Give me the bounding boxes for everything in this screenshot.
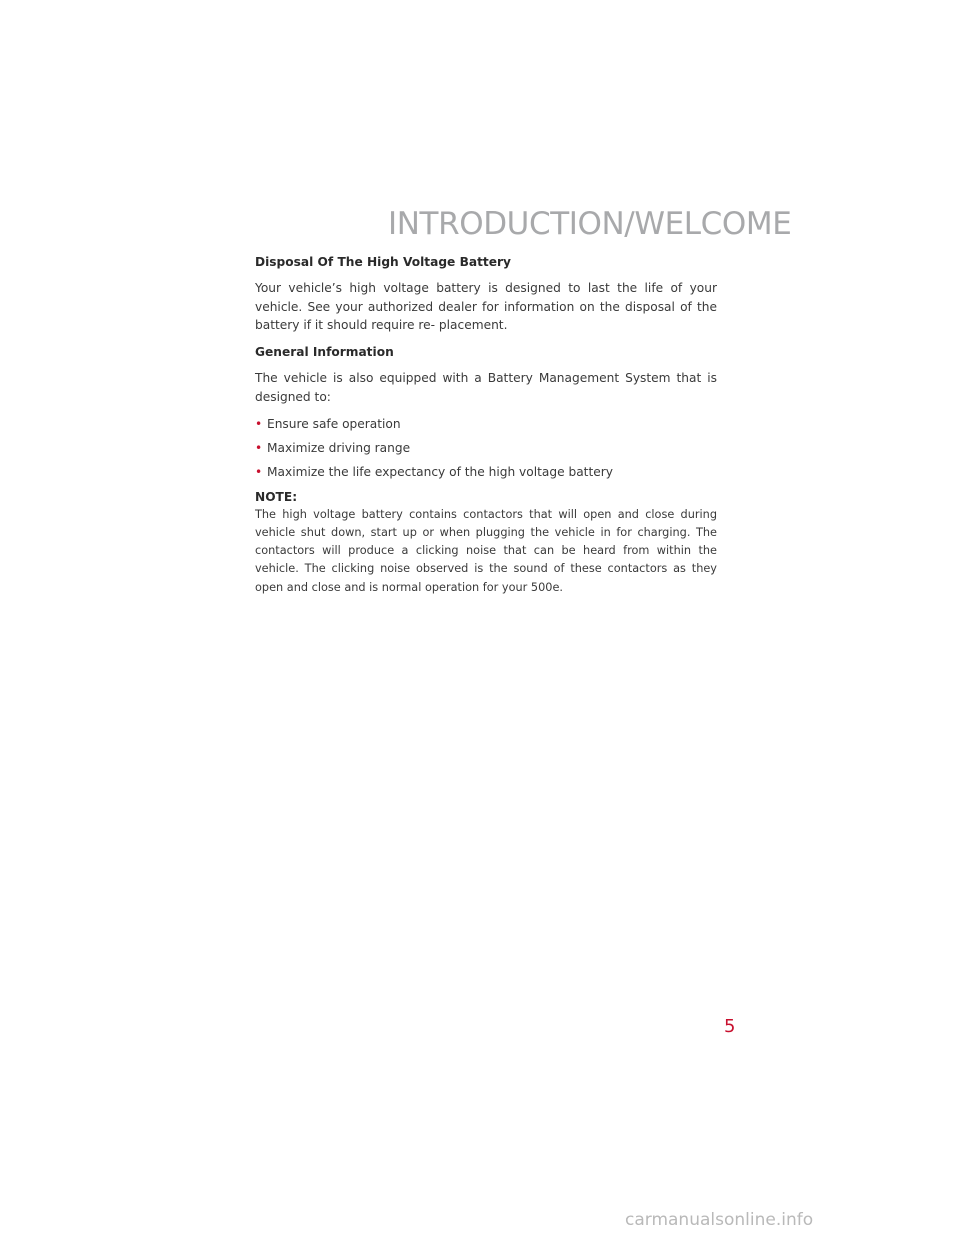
note-label: NOTE: (255, 489, 298, 504)
paragraph-battery-disposal: Your vehicle’s high voltage battery is designed to last the life of your vehicle. See your authorized dealer for information on the disposal of the battery if it should require re- placement. (255, 281, 717, 332)
list-item-text: Maximize the life expectancy of the high voltage battery (267, 464, 613, 479)
heading-general-information: General Information (255, 345, 394, 360)
bullet-dot-icon: • (255, 464, 263, 479)
list-item (255, 415, 717, 433)
bullet-dot-icon: • (255, 417, 263, 432)
list-item-text: Ensure safe operation (267, 417, 401, 432)
page-content (255, 253, 717, 597)
page-number: 5 (724, 1016, 736, 1037)
bullet-dot-icon: • (255, 440, 263, 455)
note-text: The high voltage battery contains contactors that will open and close during vehicle shut down, start up or when plugging the vehicle in for charging. The contactors will produce a clicking noise that can be heard from within the vehicle. The clicking noise observed is the sound of these contactors as they open and close and is normal operation for your 500e. (255, 508, 717, 594)
heading-battery-disposal: Disposal Of The High Voltage Battery (255, 255, 511, 269)
paragraph-general-information: The vehicle is also equipped with a Battery Management System that is designed to: (255, 371, 717, 404)
list-item (255, 463, 717, 481)
list-item (255, 439, 717, 457)
list-item-text: Maximize driving range (267, 440, 411, 455)
bullet-list (255, 415, 717, 481)
section-title: INTRODUCTION/WELCOME (388, 206, 792, 242)
watermark-text: carmanualsonline.info (625, 1210, 814, 1230)
